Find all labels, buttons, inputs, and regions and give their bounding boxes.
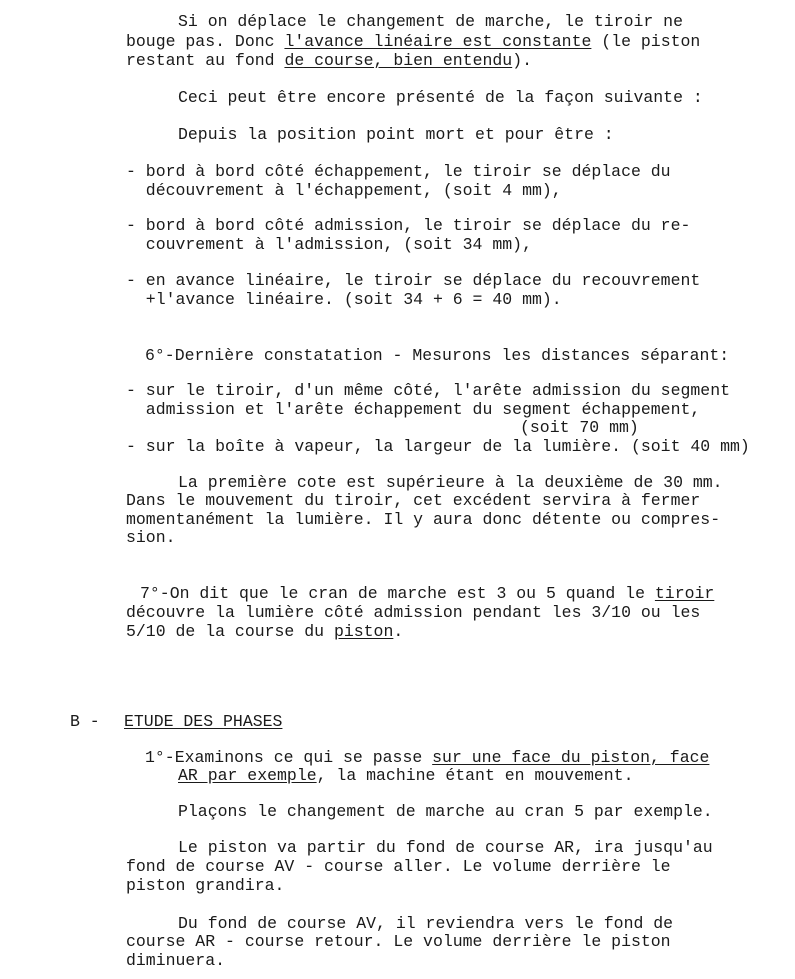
underlined-text: ETUDE DES PHASES — [124, 712, 283, 731]
text-line: découvre la lumière côté admission pendant les 3/10 ou les — [126, 603, 701, 622]
text-line — [126, 622, 403, 641]
text-span: . — [393, 622, 404, 641]
text-line: Ceci peut être encore présenté de la façon suivante : — [178, 88, 703, 107]
text-line: course AR - course retour. Le volume derrière le piston — [126, 932, 671, 951]
text-line: Le piston va partir du fond de course AR, ira jusqu'au — [178, 838, 713, 857]
list-item-line: +l'avance linéaire. (soit 34 + 6 = 40 mm). — [126, 290, 562, 309]
list-item-line: admission et l'arête échappement du segment échappement, — [126, 400, 701, 419]
underlined-text: sur une face du piston, face — [432, 748, 710, 767]
list-item-line: - sur le tiroir, d'un même côté, l'arête admission du segment — [126, 381, 730, 400]
underlined-text: AR par exemple — [178, 766, 317, 785]
text-line: fond de course AV - course aller. Le volume derrière le — [126, 857, 671, 876]
text-span: restant au fond — [126, 51, 285, 70]
list-item-line: découvrement à l'échappement, (soit 4 mm), — [126, 181, 562, 200]
list-item-line: - bord à bord côté admission, le tiroir se déplace du re- — [126, 216, 691, 235]
text-line — [178, 12, 683, 31]
text-line — [145, 748, 709, 767]
list-item-line: - en avance linéaire, le tiroir se déplace du recouvrement — [126, 271, 701, 290]
text-span: bouge pas. Donc — [126, 32, 285, 51]
section-heading — [140, 584, 714, 603]
text-line: diminuera. — [126, 951, 226, 970]
text-line — [126, 32, 700, 51]
section-label: B - — [70, 712, 100, 731]
list-item-line: couvrement à l'admission, (soit 34 mm), — [126, 235, 532, 254]
text-span: (le piston — [591, 32, 701, 51]
text-line: Plaçons le changement de marche au cran 5 par exemple. — [178, 802, 713, 821]
text-span: 7°-On dit que le cran de marche est 3 ou 5 quand le — [140, 584, 655, 603]
text-line: Du fond de course AV, il reviendra vers le fond de — [178, 914, 674, 933]
text-line: Dans le mouvement du tiroir, cet excédent servira à fermer — [126, 491, 701, 510]
section-title — [124, 712, 282, 731]
underlined-text: tiroir — [654, 584, 715, 603]
text-line: momentanément la lumière. Il y aura donc détente ou compres- — [126, 510, 721, 529]
text-line: sion. — [126, 528, 176, 547]
text-span: Si on déplace le changement de marche, le tiroir ne — [178, 12, 683, 31]
text-span: , la machine étant en mouvement. — [316, 766, 634, 785]
list-item-line: - sur la boîte à vapeur, la largeur de la lumière. (soit 40 mm) — [126, 437, 750, 456]
text-span: 5/10 de la course du — [126, 622, 334, 641]
list-item-line: (soit 70 mm) — [520, 418, 639, 437]
text-span: 1°-Examinons ce qui se passe — [145, 748, 433, 767]
text-span: ). — [512, 51, 532, 70]
underlined-text: piston — [333, 622, 394, 641]
text-line — [126, 51, 532, 70]
text-line: La première cote est supérieure à la deuxième de 30 mm. — [178, 473, 723, 492]
underlined-text: de course, bien entendu — [284, 51, 513, 70]
underlined-text: l'avance linéaire est constante — [284, 32, 592, 51]
text-line: piston grandira. — [126, 876, 285, 895]
section-heading: 6°-Dernière constatation - Mesurons les distances séparant: — [145, 346, 730, 365]
text-line: Depuis la position point mort et pour être : — [178, 125, 614, 144]
list-item-line: - bord à bord côté échappement, le tiroir se déplace du — [126, 162, 671, 181]
text-line — [178, 766, 633, 785]
